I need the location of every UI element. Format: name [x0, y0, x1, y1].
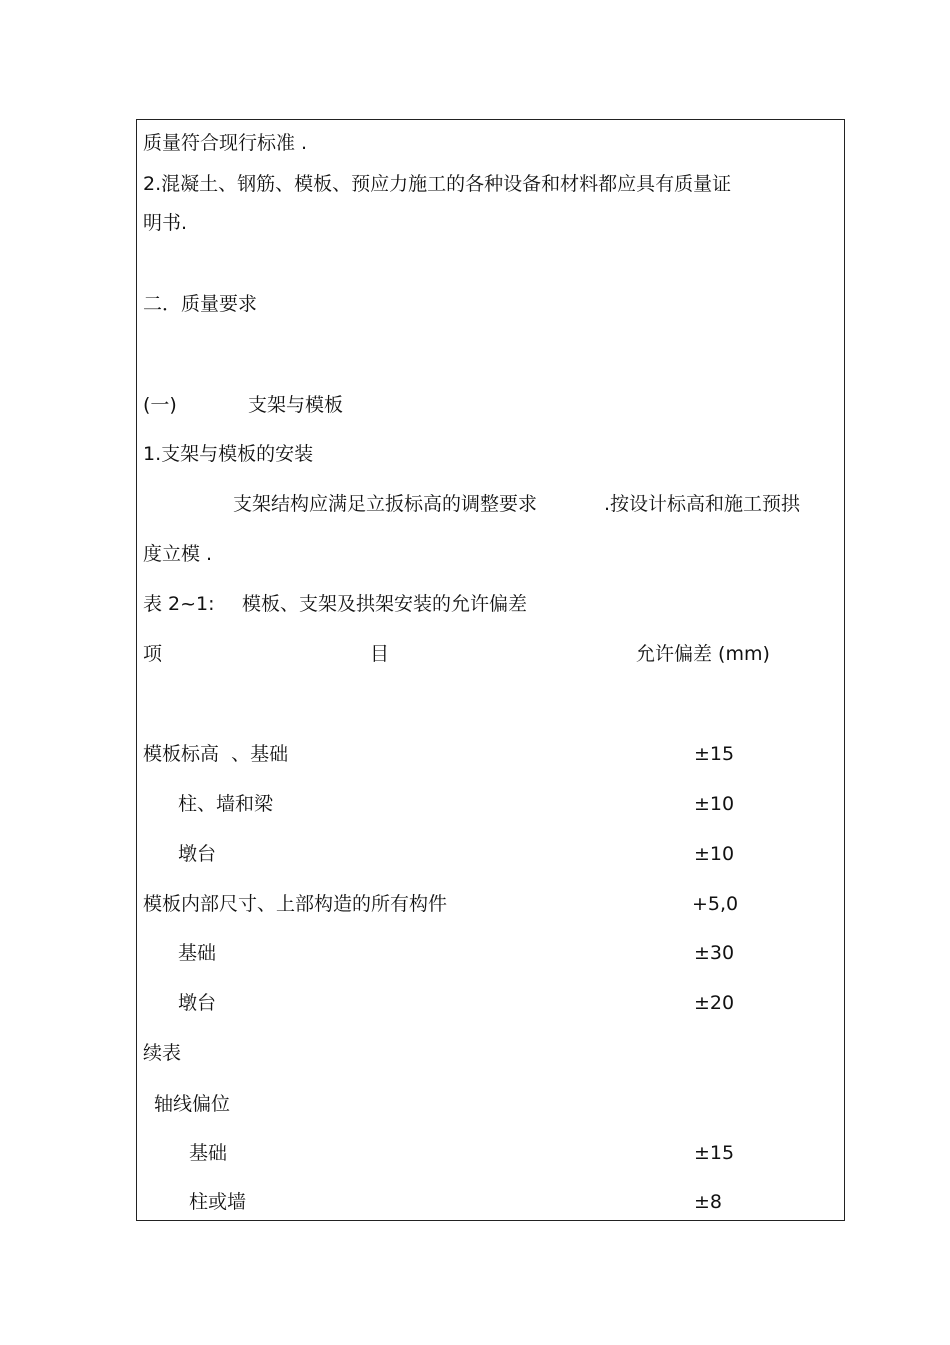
table-row-value: ±10 [694, 793, 735, 815]
document-frame [136, 119, 845, 1221]
paragraph-part-a: 支架结构应满足立扳标高的调整要求 [233, 493, 538, 515]
table-row-value: ±15 [694, 1142, 735, 1164]
table-row-value: ±15 [694, 743, 735, 765]
paragraph-part-c: 度立模 . [143, 543, 213, 565]
subsection-title: 支架与模板 [248, 394, 344, 416]
table-header-item-a: 项 [143, 643, 163, 665]
text-line-1: 质量符合现行标准 . [143, 132, 308, 154]
table-row-value: ±20 [694, 992, 735, 1014]
axis-offset-heading: 轴线偏位 [154, 1093, 231, 1115]
subsection-number: (一) [143, 394, 177, 416]
paragraph-part-b: .按设计标高和施工预拱 [604, 493, 801, 515]
table-row-label: 柱或墙 [189, 1191, 247, 1213]
table-row-label: 墩台 [178, 843, 217, 865]
table-row-label: 模板标高 、基础 [143, 743, 289, 765]
table-row-value: ±30 [694, 942, 735, 964]
table-row-value: ±10 [694, 843, 735, 865]
table-row-label: 基础 [178, 942, 217, 964]
table-caption-number: 表 2~1: [143, 593, 215, 615]
section-heading: 二．质量要求 [143, 293, 258, 315]
text-line-3: 明书. [143, 212, 188, 234]
text-line-2: 2.混凝土、钢筋、模板、预应力施工的各种设备和材料都应具有质量证 [143, 173, 732, 195]
continued-label: 续表 [143, 1042, 182, 1064]
table-row-label: 柱、墙和梁 [178, 793, 274, 815]
item-heading: 1.支架与模板的安装 [143, 443, 314, 465]
table-row-label: 模板内部尺寸、上部构造的所有构件 [143, 893, 448, 915]
table-header-value: 允许偏差 (mm) [636, 643, 770, 665]
table-header-item-b: 目 [370, 643, 390, 665]
table-row-label: 墩台 [178, 992, 217, 1014]
table-caption-title: 模板、支架及拱架安装的允许偏差 [242, 593, 528, 615]
table-row-label: 基础 [189, 1142, 228, 1164]
table-row-value: +5,0 [692, 893, 739, 915]
table-row-value: ±8 [694, 1191, 723, 1213]
